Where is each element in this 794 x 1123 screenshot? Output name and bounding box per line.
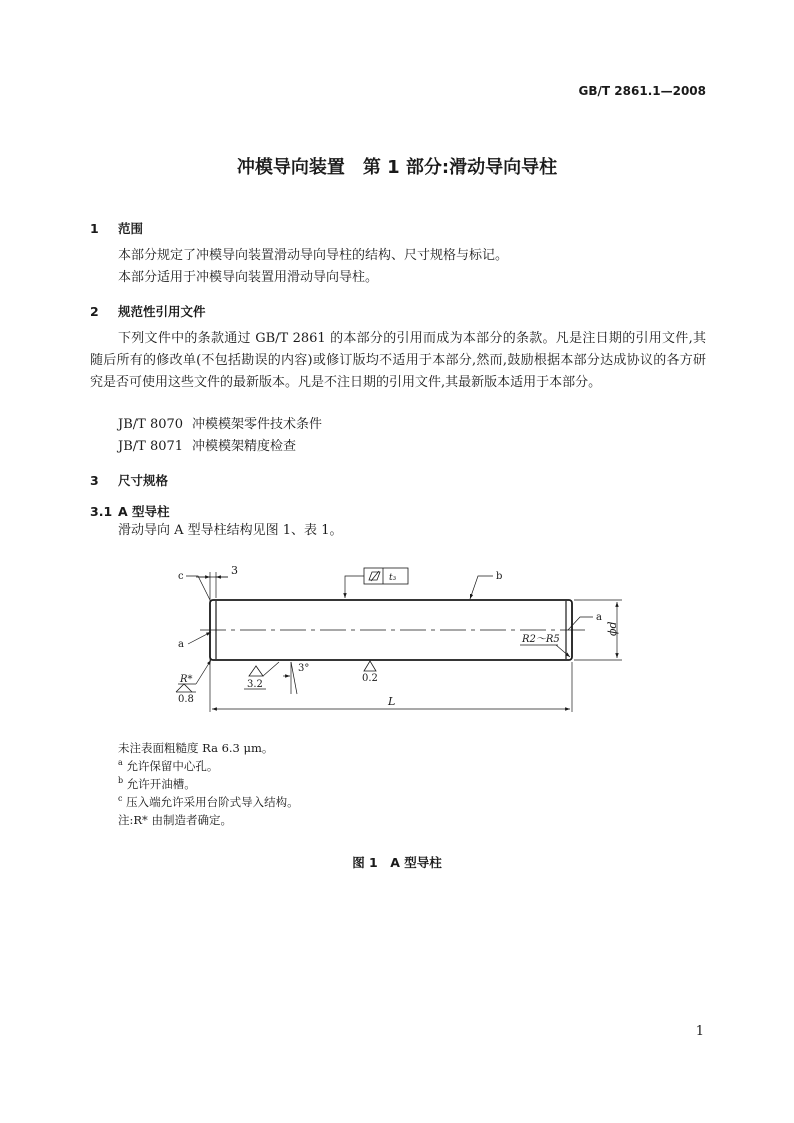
section-number: 1 bbox=[90, 221, 99, 236]
section-title: 范围 bbox=[118, 221, 144, 236]
label-flatness: t₃ bbox=[389, 573, 397, 583]
section-title: A 型导柱 bbox=[118, 504, 170, 519]
leader-a-left bbox=[188, 632, 211, 644]
label-c: c bbox=[178, 571, 184, 582]
note-marker: b bbox=[118, 776, 124, 785]
radius-arrow bbox=[556, 645, 570, 657]
reference-title: 冲模模架零件技术条件 bbox=[192, 417, 323, 432]
document-title: 冲模导向装置 第 1 部分:滑动导向导柱 bbox=[236, 157, 558, 178]
normative-refs-paragraph: 下列文件中的条款通过 GB/T 2861 的本部分的引用而成为本部分的条款。凡是注日期的引用文件,其随后所有的修改单(不包括勘误的内容)或修订版均不适用于本部分,然而,鼓励根据本部分达成协议的各方研究是否可使用这些文件的最新版本。凡是不注日期的引用文件,其最新版本适用于本部分。 bbox=[90, 331, 706, 390]
reference-code: JB/T 8070 bbox=[118, 417, 184, 432]
label-a-right: a bbox=[596, 612, 602, 623]
section-number: 3 bbox=[90, 473, 99, 488]
roughness-3.2-leader bbox=[263, 662, 279, 676]
roughness-3.2-icon bbox=[249, 666, 263, 676]
standard-code: GB/T 2861.1—2008 bbox=[578, 84, 706, 98]
label-roughness-0.8: 0.8 bbox=[178, 694, 194, 705]
section-title: 尺寸规格 bbox=[118, 473, 169, 488]
label-diameter: ϕd bbox=[606, 621, 619, 636]
note-text: 注:R* 由制造者确定。 bbox=[118, 812, 232, 827]
section-number: 2 bbox=[90, 304, 99, 319]
roughness-0.2-icon bbox=[364, 661, 376, 671]
label-dim-3: 3 bbox=[231, 564, 238, 577]
label-radius-range: R2～R5 bbox=[522, 634, 560, 645]
note-text: 允许开油槽。 bbox=[126, 776, 196, 791]
note-text: 允许保留中心孔。 bbox=[126, 758, 219, 773]
label-r-star: R* bbox=[180, 674, 193, 685]
leader-b bbox=[470, 576, 493, 599]
reference-title: 冲模模架精度检查 bbox=[192, 439, 297, 454]
note-text: 压入端允许采用台阶式导入结构。 bbox=[126, 794, 299, 809]
label-a-left: a bbox=[178, 639, 184, 650]
type-a-paragraph: 滑动导向 A 型导柱结构见图 1、表 1。 bbox=[118, 523, 343, 538]
page-number: 1 bbox=[695, 1024, 704, 1039]
cylindricity-icon bbox=[369, 571, 380, 581]
section-number: 3.1 bbox=[90, 504, 113, 519]
scope-paragraph-2: 本部分适用于冲模导向装置用滑动导向导柱。 bbox=[118, 270, 379, 285]
figure-note-r-star bbox=[118, 808, 232, 829]
reference-code: JB/T 8071 bbox=[118, 439, 184, 454]
note-marker: c bbox=[118, 794, 123, 803]
r-star-leader bbox=[196, 660, 211, 684]
section-title: 规范性引用文件 bbox=[118, 304, 206, 319]
label-angle: 3° bbox=[298, 663, 310, 674]
label-length: L bbox=[388, 695, 396, 708]
label-roughness-3.2: 3.2 bbox=[247, 679, 263, 690]
flatness-leader bbox=[345, 576, 364, 598]
note-text: 未注表面粗糙度 Ra 6.3 μm。 bbox=[118, 740, 274, 755]
note-marker: a bbox=[118, 758, 123, 767]
figure-caption: 图 1 A 型导柱 bbox=[352, 855, 442, 870]
angle-ray-2 bbox=[291, 662, 297, 694]
label-b: b bbox=[496, 571, 503, 582]
label-roughness-0.2: 0.2 bbox=[362, 673, 378, 684]
roughness-0.8-icon bbox=[176, 684, 192, 692]
scope-paragraph-1: 本部分规定了冲模导向装置滑动导向导柱的结构、尺寸规格与标记。 bbox=[118, 248, 509, 263]
leader-c bbox=[186, 576, 210, 600]
